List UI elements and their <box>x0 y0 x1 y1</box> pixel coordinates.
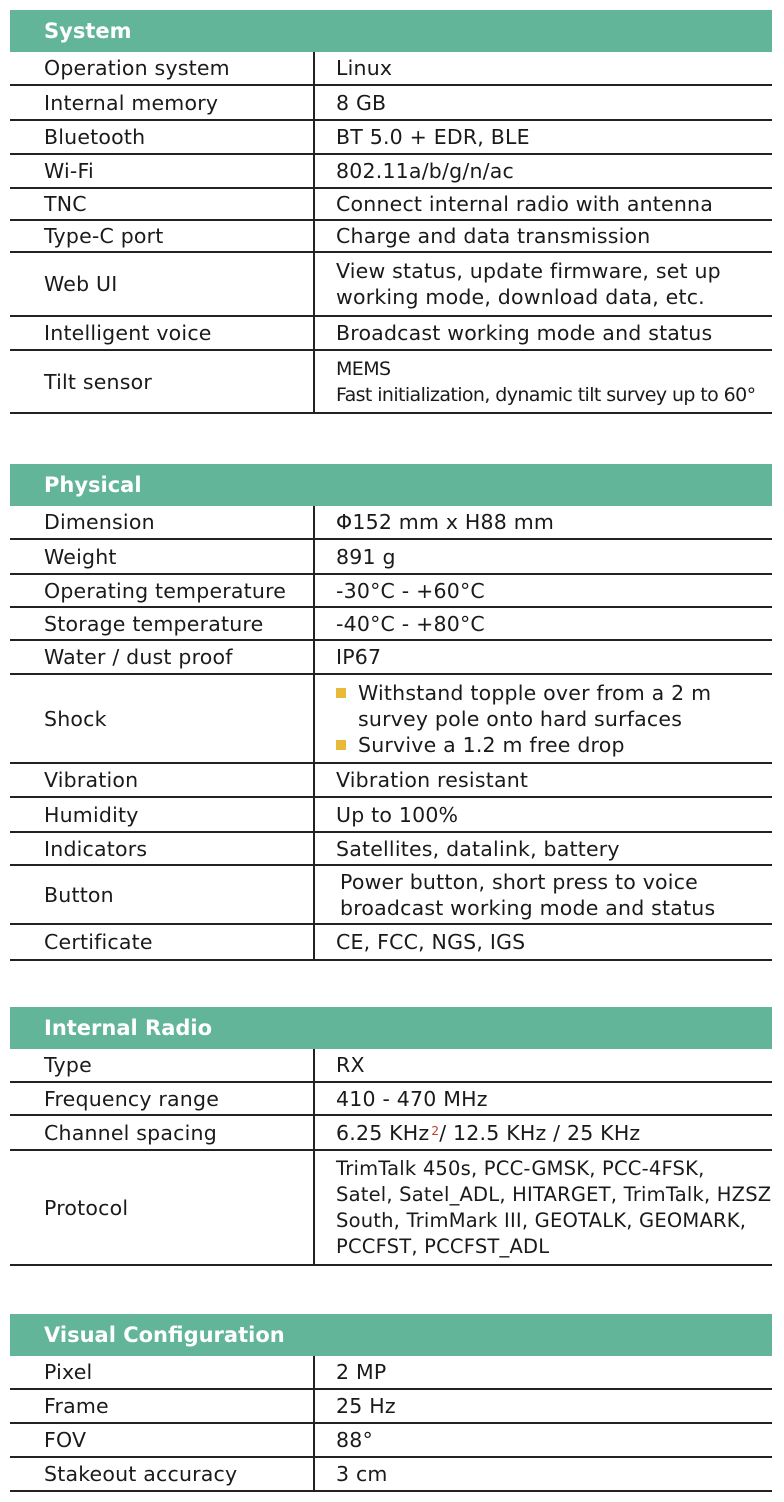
spec-label: Weight <box>10 540 315 573</box>
spec-row <box>10 1390 772 1424</box>
spec-label: Tilt sensor <box>10 351 315 412</box>
square-bullet-icon <box>336 688 346 698</box>
internal-radio-header: Internal Radio <box>10 1007 772 1049</box>
spec-row <box>10 121 772 155</box>
spec-value: BT 5.0 + EDR, BLE <box>336 125 530 149</box>
spec-row <box>10 506 772 540</box>
spec-row <box>10 1458 772 1492</box>
spec-row <box>10 641 772 675</box>
spec-value: Linux <box>336 56 393 80</box>
spec-label: Pixel <box>10 1356 315 1388</box>
spec-value: Withstand topple over from a 2 m survey pole onto hard surfaces Survive a 1.2 m free drop <box>315 675 772 762</box>
spec-row <box>10 1356 772 1390</box>
spec-value: RX <box>336 1053 365 1077</box>
spec-row <box>10 540 772 575</box>
spec-row <box>10 764 772 798</box>
spec-label: Shock <box>10 675 315 762</box>
spec-row <box>10 1424 772 1458</box>
spec-label: Stakeout accuracy <box>10 1458 315 1490</box>
spec-label: Dimension <box>10 506 315 538</box>
footnote-marker: 2 <box>431 1123 440 1138</box>
spec-label: Channel spacing <box>10 1116 315 1149</box>
spec-row <box>10 351 772 414</box>
internal-radio-section <box>10 1007 772 1266</box>
spec-row <box>10 155 772 189</box>
spec-row <box>10 608 772 641</box>
spec-label: FOV <box>10 1424 315 1456</box>
spec-label: Intelligent voice <box>10 317 315 349</box>
spec-label: Frame <box>10 1390 315 1422</box>
spec-value: 410 - 470 MHz <box>336 1086 488 1111</box>
spec-label: Operation system <box>10 52 315 84</box>
spec-row <box>10 317 772 351</box>
spec-value: -40°C - +80°C <box>336 611 485 636</box>
square-bullet-icon <box>336 740 346 750</box>
spec-value: Broadcast working mode and status <box>336 321 713 345</box>
spec-label: Internal memory <box>10 86 315 119</box>
bullet-item: Withstand topple over from a 2 m <box>336 680 772 706</box>
spec-row <box>10 798 772 833</box>
visual-configuration-header: Visual Configuration <box>10 1314 772 1356</box>
spec-row <box>10 675 772 764</box>
spec-row <box>10 866 772 925</box>
spec-row <box>10 221 772 253</box>
spec-row <box>10 1116 772 1151</box>
spec-row <box>10 189 772 221</box>
spec-value: Power button, short press to voice broadcast working mode and status <box>340 869 716 920</box>
spec-row <box>10 1083 772 1116</box>
spec-value: 3 cm <box>336 1462 388 1486</box>
spec-label: Bluetooth <box>10 121 315 153</box>
physical-section <box>10 464 772 961</box>
spec-row <box>10 1151 772 1266</box>
spec-row <box>10 833 772 866</box>
spec-label: Water / dust proof <box>10 641 315 673</box>
spec-value: 88° <box>336 1428 373 1452</box>
bullet-item: Survive a 1.2 m free drop <box>336 732 772 758</box>
visual-configuration-section <box>10 1314 772 1492</box>
spec-label: Wi-Fi <box>10 155 315 187</box>
spec-value: -30°C - +60°C <box>336 578 485 603</box>
spec-value: TrimTalk 450s, PCC-GMSK, PCC-4FSK, Satel, Satel_ADL, HITARGET, TrimTalk, HZSZ South, TrimMark III, GEOTALK, GEOMARK, PCCFST, PCCFST_ADL <box>336 1156 772 1258</box>
system-section <box>10 10 772 414</box>
spec-row <box>10 86 772 121</box>
spec-label: Operating temperature <box>10 575 315 606</box>
spec-row <box>10 925 772 961</box>
spec-value: Up to 100% <box>336 802 459 827</box>
spec-value: 6.25 KHz $^2$/ 12.5 KHz / 25 KHz <box>336 1120 641 1145</box>
spec-label: Indicators <box>10 833 315 864</box>
spec-value: Connect internal radio with antenna <box>336 192 713 216</box>
spec-label: Storage temperature <box>10 608 315 639</box>
spec-label: Humidity <box>10 798 315 831</box>
spec-value: 891 g <box>336 544 396 569</box>
spec-value: 25 Hz <box>336 1394 396 1418</box>
spec-value: 2 MP <box>336 1360 387 1384</box>
spec-label: Button <box>10 866 315 923</box>
spec-value: Φ152 mm x H88 mm <box>336 510 555 534</box>
spec-row <box>10 253 772 317</box>
spec-label: Certificate <box>10 925 315 959</box>
spec-value: 8 GB <box>336 90 387 115</box>
spec-row <box>10 52 772 86</box>
spec-label: Vibration <box>10 764 315 796</box>
spec-label: Frequency range <box>10 1083 315 1114</box>
spec-label: TNC <box>10 189 315 219</box>
system-header: System <box>10 10 772 52</box>
physical-header: Physical <box>10 464 772 506</box>
spec-value: IP67 <box>336 645 382 669</box>
spec-value: Vibration resistant <box>336 768 529 792</box>
spec-value: CE, FCC, NGS, IGS <box>336 930 526 954</box>
spec-row <box>10 1049 772 1083</box>
spec-value: View status, update firmware, set up working mode, download data, etc. <box>336 259 721 309</box>
spec-label: Web UI <box>10 253 315 315</box>
spec-label: Type <box>10 1049 315 1081</box>
spec-row <box>10 575 772 608</box>
spec-value: Satellites, datalink, battery <box>336 836 620 861</box>
spec-value: 802.11a/b/g/n/ac <box>336 159 514 183</box>
spec-value: MEMS Fast initialization, dynamic tilt survey up to 60° <box>336 357 756 406</box>
spec-label: Protocol <box>10 1151 315 1264</box>
spec-value: Charge and data transmission <box>336 224 651 248</box>
spec-label: Type-C port <box>10 221 315 251</box>
